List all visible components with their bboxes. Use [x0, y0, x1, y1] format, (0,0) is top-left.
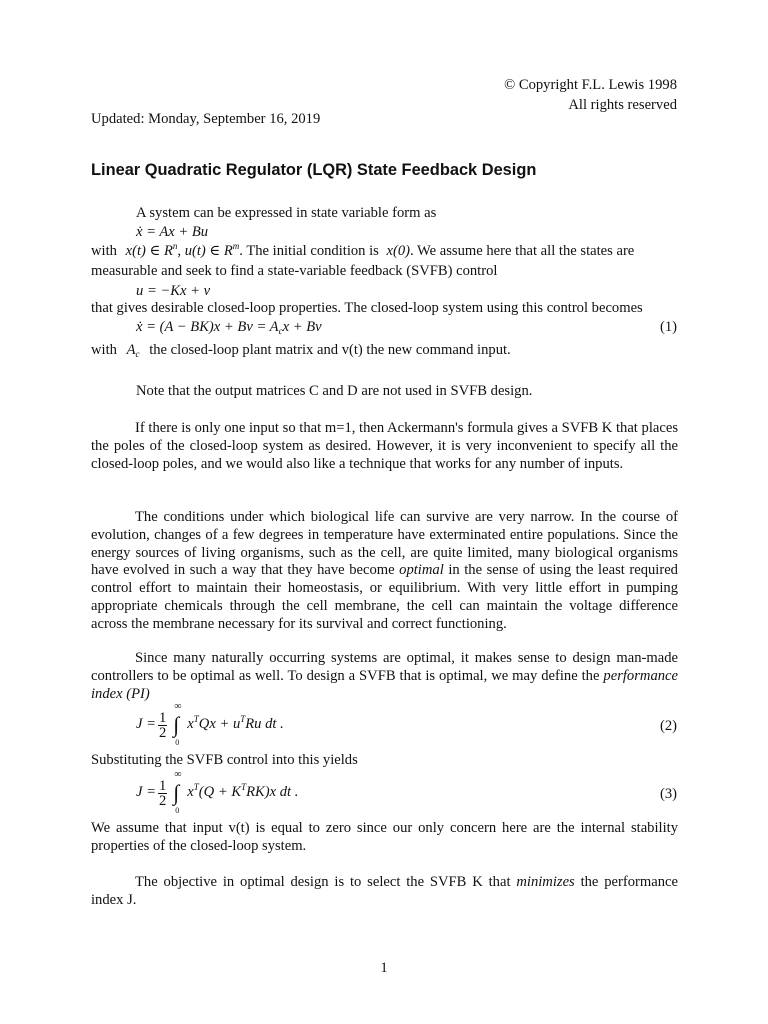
- copyright-line: © Copyright F.L. Lewis 1998: [504, 77, 677, 93]
- updated-date: Updated: Monday, September 16, 2019: [91, 111, 321, 127]
- paragraph-ac-line: [91, 342, 511, 360]
- ac-description: the closed-loop plant matrix and v(t) the new command input.: [149, 342, 511, 358]
- optimal-emphasis: optimal: [399, 562, 444, 579]
- paragraph-output-matrices: Note that the output matrices C and D are not used in SVFB design.: [136, 383, 533, 399]
- with-word-2: with: [91, 342, 117, 358]
- objective-text-a: The objective in optimal design is to select the SVFB K that: [135, 874, 511, 890]
- paragraph-substituting: Substituting the SVFB control into this yields: [91, 752, 358, 768]
- with-word: with: [91, 243, 117, 259]
- performance-index-emphasis: performance index (PI): [91, 667, 678, 702]
- page-number: 1: [380, 960, 388, 976]
- document-title: Linear Quadratic Regulator (LQR) State Feedback Design: [91, 161, 537, 179]
- equation-control-law: u = −Kx + v: [136, 283, 211, 299]
- rights-line: All rights reserved: [568, 97, 677, 113]
- copyright-block: [504, 75, 677, 115]
- optimal-design-text: Since many naturally occurring systems are optimal, it makes sense to design man-made controllers to be optimal as well. To design a SVFB that is optimal, we may define the: [91, 650, 678, 684]
- equation-1-row: [136, 319, 677, 337]
- paragraph-input-zero: We assume that input v(t) is equal to zero since our only concern here are the internal stability properties of the closed-loop system.: [91, 820, 678, 854]
- assumption-text: . We assume here that all the states are: [410, 243, 635, 259]
- equation-3-number: (3): [659, 786, 677, 802]
- paragraph-biology: [91, 509, 678, 634]
- paragraph-measurable-line: measurable and seek to find a state-variable feedback (SVFB) control: [91, 263, 498, 279]
- paragraph-closed-loop-line: that gives desirable closed-loop properties. The closed-loop system using this control becomes: [91, 300, 643, 316]
- paragraph-ackermann: If there is only one input so that m=1, then Ackermann's formula gives a SVFB K that places the poles of the closed-loop system as desired. However, it is very inconvenient to specify all the closed-loop poles, and we would also like a technique that works for any number of inputs.: [91, 420, 678, 472]
- equation-3-row: [136, 769, 677, 815]
- equation-2-row: [136, 701, 677, 747]
- minimizes-emphasis: minimizes: [516, 874, 575, 890]
- paragraph-with-line: [91, 243, 634, 261]
- equation-state-space: ẋ = Ax + Bu: [136, 224, 209, 240]
- inline-math-x0: x(0): [386, 243, 411, 259]
- equation-2-number: (2): [659, 718, 677, 734]
- biology-text-a: The conditions under which biological life can survive are very narrow. In the course of evolution, changes of a few degrees in temperature have exterminated entire populations. Since the energy sources of living organisms, such as the cell, are quite limited, many biological organisms have evolved in such a way that they have become: [91, 509, 678, 579]
- paragraph-optimal-design: [91, 650, 678, 703]
- objective-text-b: the performance index J.: [91, 874, 678, 908]
- equation-3: J = $\frac{1}{2}$ ∞ ∫ 0 $x^T(Q + K^TRK)x$ dt .: [136, 769, 299, 815]
- inline-math-states: x(t) ∈ $R^n$, u(t) ∈ $R^m$: [125, 241, 240, 259]
- inline-math-ac: $A_c$: [126, 342, 140, 359]
- initial-condition-text: . The initial condition is: [239, 243, 379, 259]
- equation-2: J = $\frac{1}{2}$ ∞ ∫ 0 $x^TQx + u^TRu$ dt .: [136, 701, 284, 747]
- equation-1: ẋ = $(A - BK)x + Bv = A_cx + Bv$: [136, 319, 322, 336]
- paragraph-objective: [91, 873, 678, 909]
- paragraph-intro: A system can be expressed in state variable form as: [136, 205, 437, 221]
- biology-text-b: in the sense of using the least required control effort to maintain their homeostasis, or equilibrium. With very little effort in pumping appropriate chemicals through the cell membrane, the cell can maintain the voltage difference across the membrane necessary for its survival and correct functioning.: [91, 562, 678, 632]
- equation-1-number: (1): [659, 319, 677, 335]
